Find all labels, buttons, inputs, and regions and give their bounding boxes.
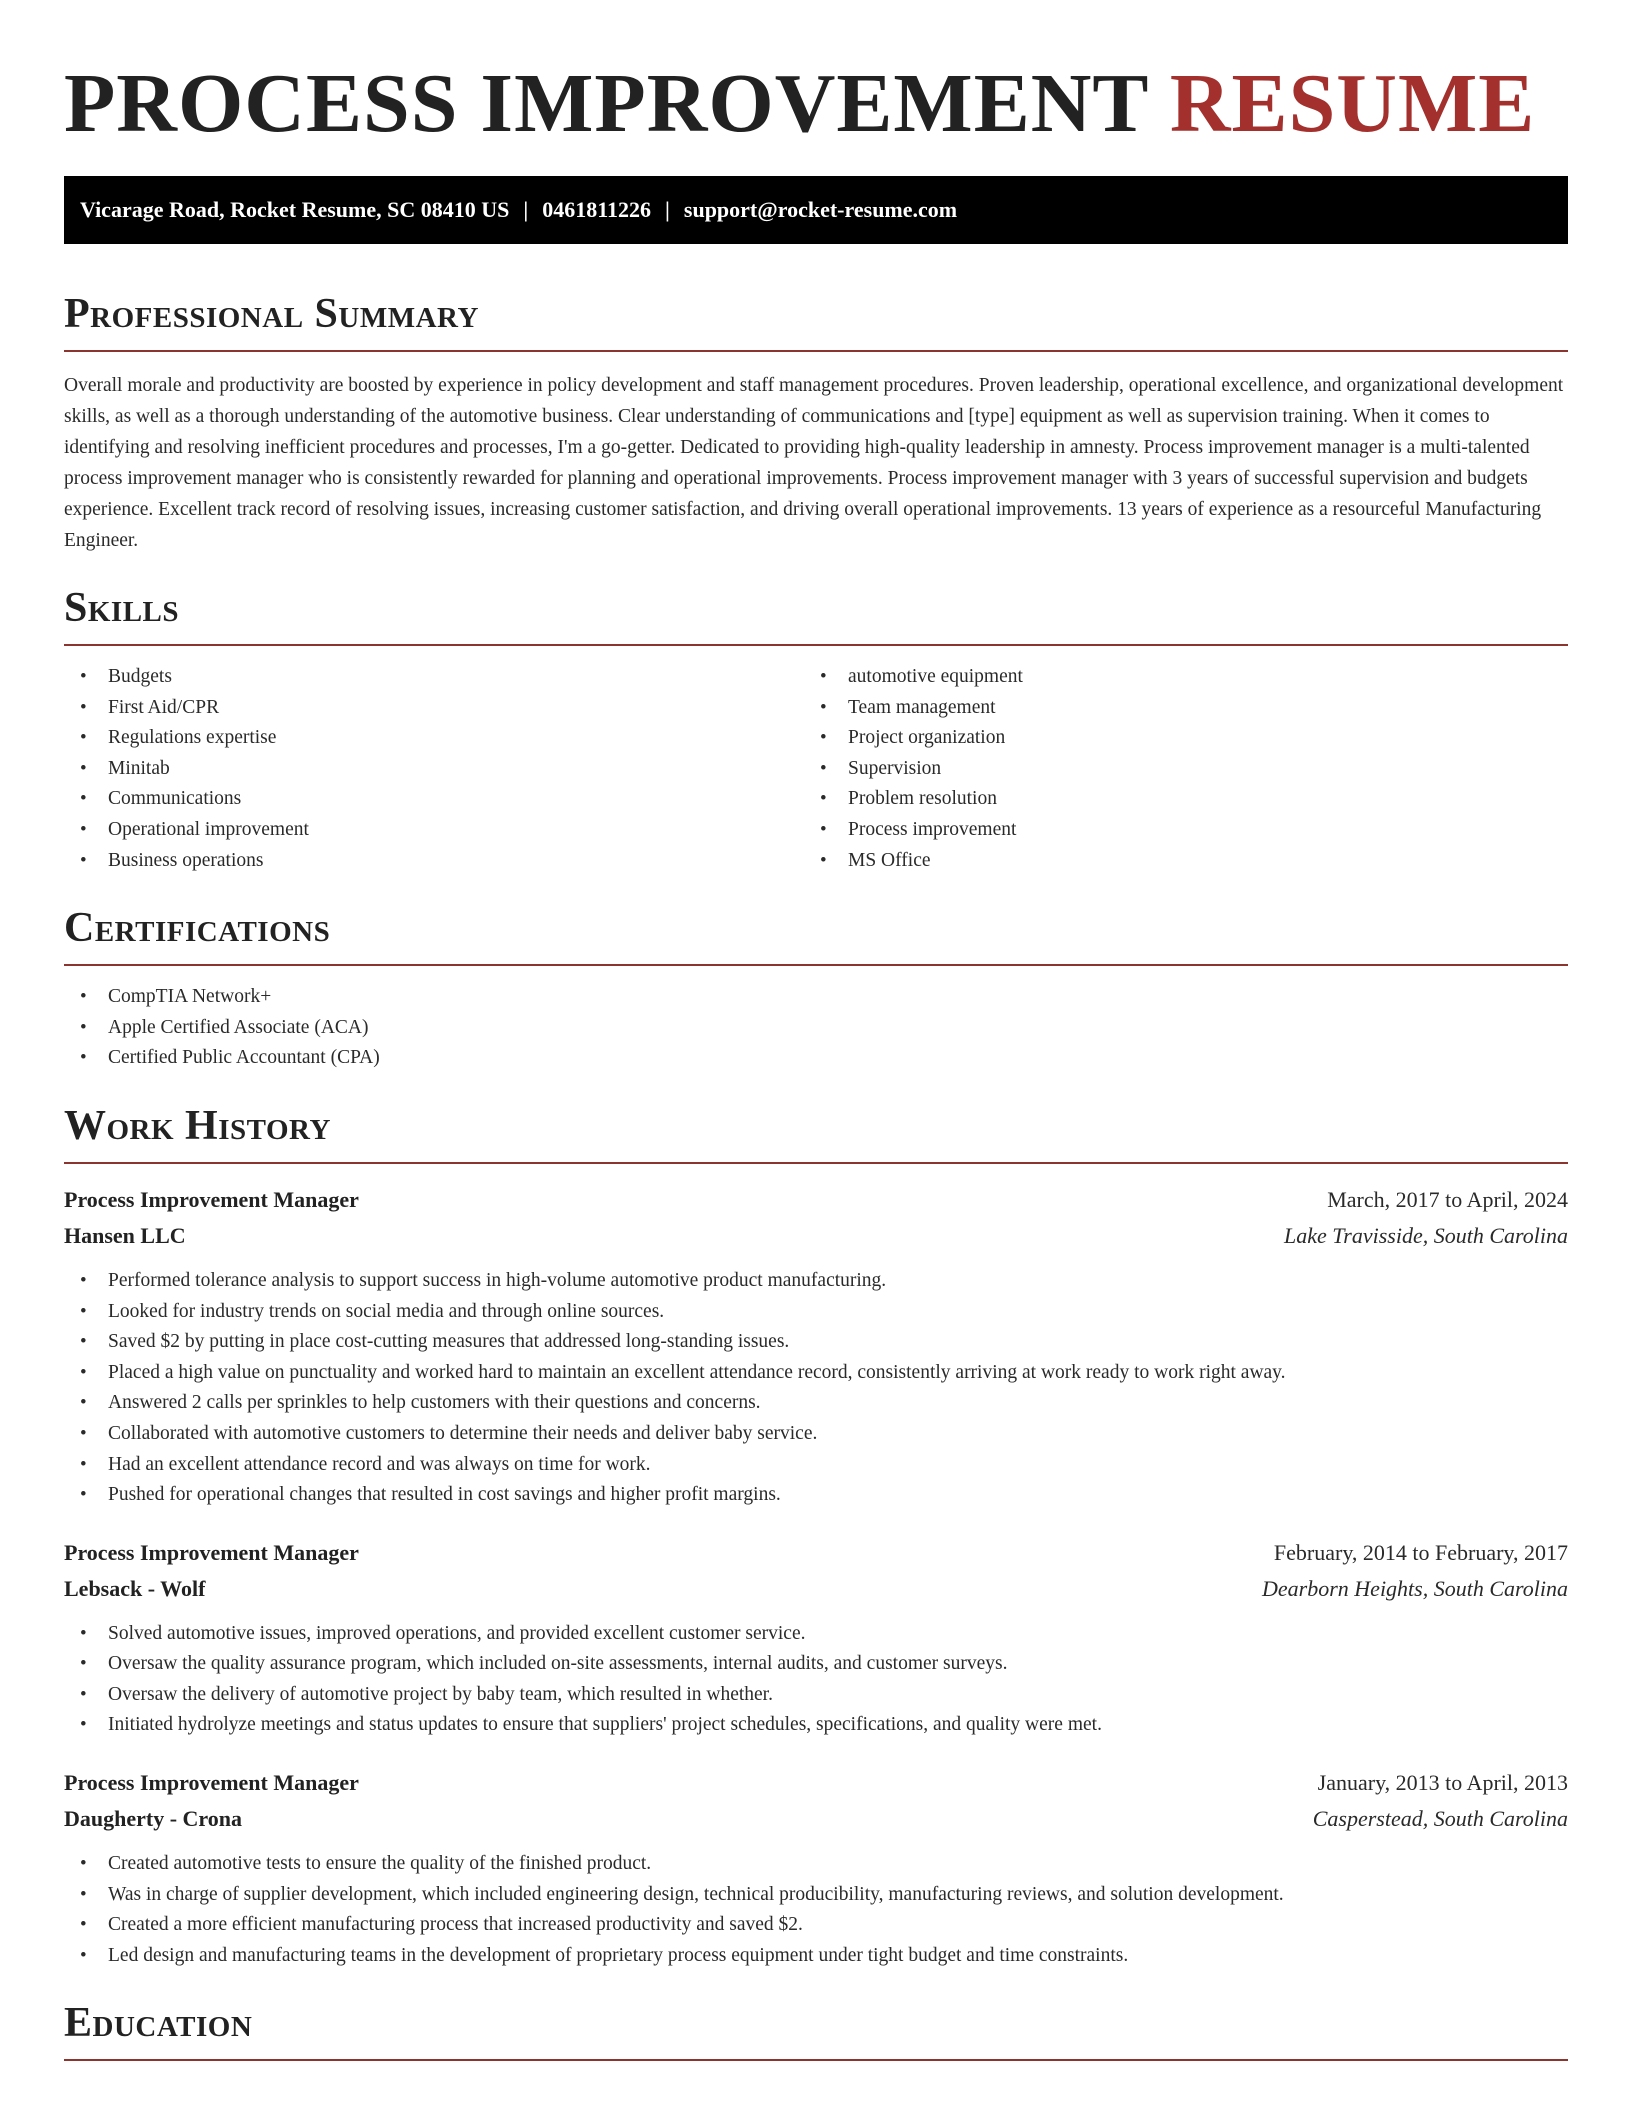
job-title: Process Improvement Manager bbox=[64, 1539, 359, 1565]
title-accent: RESUME bbox=[1169, 57, 1536, 150]
section-divider bbox=[64, 2059, 1568, 2061]
section-heading-education: Education bbox=[64, 2000, 253, 2047]
job-location: Dearborn Heights, South Carolina bbox=[1262, 1575, 1568, 1601]
section-divider bbox=[64, 1162, 1568, 1164]
certification-item: • Apple Certified Associate (ACA) bbox=[64, 1013, 1568, 1044]
job-bullet: • Created automotive tests to ensure the quality of the finished product. bbox=[64, 1849, 1568, 1880]
skill-item: • Minitab bbox=[64, 754, 804, 785]
job-dates: March, 2017 to April, 2024 bbox=[1327, 1186, 1568, 1212]
job-bullet: • Looked for industry trends on social media and through online sources. bbox=[64, 1297, 1568, 1328]
job-bullet: • Placed a high value on punctuality and worked hard to maintain an excellent attendance record, consistently arriving at work ready to work right away. bbox=[64, 1358, 1568, 1389]
skill-item: • automotive equipment bbox=[804, 662, 1544, 693]
job-bullet: • Performed tolerance analysis to support success in high-volume automotive product manufacturing. bbox=[64, 1266, 1568, 1297]
job-entry bbox=[64, 1182, 1568, 1511]
summary-text: Overall morale and productivity are boosted by experience in policy development and staff management procedures. Proven leadership, operational excellence, and organizational development skills, as well as a thorough understanding of the automotive business. Clear understanding of communications and [type] equipment as well as supervision training. When it comes to identifying and resolving inefficient procedures and processes, I'm a go-getter. Dedicated to providing high-quality leadership in amnesty. Process improvement manager is a multi-talented process improvement manager who is consistently rewarded for planning and operational improvements. Process improvement manager with 3 years of successful supervision and budgets experience. Excellent track record of resolving issues, increasing customer satisfaction, and driving overall operational improvements. 13 years of experience as a resourceful Manufacturing Engineer. bbox=[64, 375, 1564, 551]
section-divider bbox=[64, 644, 1568, 646]
title-main: PROCESS IMPROVEMENT bbox=[64, 57, 1148, 150]
certifications-section bbox=[64, 904, 1568, 1074]
job-company-row bbox=[64, 1801, 1568, 1837]
job-header-row bbox=[64, 1765, 1568, 1801]
job-bullet: • Oversaw the delivery of automotive project by baby team, which resulted in whether. bbox=[64, 1680, 1568, 1711]
job-location: Lake Travisside, South Carolina bbox=[1284, 1222, 1568, 1248]
job-bullet: • Had an excellent attendance record and was always on time for work. bbox=[64, 1450, 1568, 1481]
section-divider bbox=[64, 350, 1568, 352]
education-section bbox=[64, 1999, 1568, 2061]
skill-item: • Operational improvement bbox=[64, 815, 804, 846]
skill-item: • MS Office bbox=[804, 846, 1544, 877]
contact-address: Vicarage Road, Rocket Resume, SC 08410 US bbox=[80, 197, 510, 222]
work-history-section bbox=[64, 1102, 1568, 1972]
job-bullet: • Created a more efficient manufacturing process that increased productivity and saved $2. bbox=[64, 1910, 1568, 1941]
job-bullets bbox=[64, 1849, 1568, 1971]
job-title: Process Improvement Manager bbox=[64, 1186, 359, 1212]
resume-title bbox=[64, 0, 1568, 162]
job-entry bbox=[64, 1535, 1568, 1741]
skill-item: • Business operations bbox=[64, 846, 804, 877]
job-bullet: • Was in charge of supplier development, which included engineering design, technical producibility, manufacturing reviews, and solution development. bbox=[64, 1880, 1568, 1911]
certification-item: • CompTIA Network+ bbox=[64, 982, 1568, 1013]
skill-item: • Supervision bbox=[804, 754, 1544, 785]
job-entry bbox=[64, 1765, 1568, 1971]
section-heading-work-history: Work History bbox=[64, 1102, 331, 1149]
job-dates: January, 2013 to April, 2013 bbox=[1317, 1770, 1568, 1796]
job-bullet: • Saved $2 by putting in place cost-cutting measures that addressed long-standing issues. bbox=[64, 1327, 1568, 1358]
job-bullet: • Oversaw the quality assurance program, which included on-site assessments, internal audits, and customer surveys. bbox=[64, 1649, 1568, 1680]
job-header-row bbox=[64, 1535, 1568, 1571]
skill-item: • Process improvement bbox=[804, 815, 1544, 846]
job-bullet: • Solved automotive issues, improved operations, and provided excellent customer service. bbox=[64, 1619, 1568, 1650]
section-heading-summary: Professional Summary bbox=[64, 291, 479, 337]
certifications-list bbox=[64, 982, 1568, 1074]
section-divider bbox=[64, 964, 1568, 966]
skill-item: • Communications bbox=[64, 784, 804, 815]
job-bullets bbox=[64, 1619, 1568, 1741]
job-location: Casperstead, South Carolina bbox=[1312, 1806, 1568, 1832]
skill-item: • Regulations expertise bbox=[64, 723, 804, 754]
contact-separator: | bbox=[665, 197, 670, 222]
job-title: Process Improvement Manager bbox=[64, 1770, 359, 1796]
skill-item: • Project organization bbox=[804, 723, 1544, 754]
contact-separator: | bbox=[523, 197, 529, 222]
skills-list-right bbox=[804, 662, 1544, 876]
job-header-row bbox=[64, 1182, 1568, 1218]
skills-grid bbox=[64, 662, 1568, 876]
skill-item: • Problem resolution bbox=[804, 784, 1544, 815]
contact-bar bbox=[64, 176, 1568, 244]
job-bullets bbox=[64, 1266, 1568, 1511]
contact-phone[interactable]: 0461811226 bbox=[542, 197, 652, 222]
section-heading-certifications: Certifications bbox=[64, 905, 331, 952]
contact-email[interactable]: support@rocket-resume.com bbox=[683, 197, 958, 222]
job-bullet: • Collaborated with automotive customers to determine their needs and deliver baby service. bbox=[64, 1419, 1568, 1450]
skill-item: • Budgets bbox=[64, 662, 804, 693]
job-company: Lebsack - Wolf bbox=[64, 1575, 206, 1601]
certification-item: • Certified Public Accountant (CPA) bbox=[64, 1043, 1568, 1074]
skills-section bbox=[64, 584, 1568, 876]
job-dates: February, 2014 to February, 2017 bbox=[1273, 1539, 1568, 1565]
job-bullet: • Led design and manufacturing teams in the development of proprietary process equipment under tight budget and time constraints. bbox=[64, 1941, 1568, 1972]
section-heading-skills: Skills bbox=[64, 585, 180, 631]
job-bullet: • Initiated hydrolyze meetings and status updates to ensure that suppliers' project schedules, specifications, and quality were met. bbox=[64, 1710, 1568, 1741]
skill-item: • First Aid/CPR bbox=[64, 693, 804, 724]
job-company: Daugherty - Crona bbox=[64, 1806, 243, 1832]
skills-list-left bbox=[64, 662, 804, 876]
job-bullet: • Answered 2 calls per sprinkles to help customers with their questions and concerns. bbox=[64, 1388, 1568, 1419]
job-bullet: • Pushed for operational changes that resulted in cost savings and higher profit margins. bbox=[64, 1480, 1568, 1511]
job-company: Hansen LLC bbox=[64, 1222, 186, 1248]
job-company-row bbox=[64, 1218, 1568, 1254]
skill-item: • Team management bbox=[804, 693, 1544, 724]
job-company-row bbox=[64, 1571, 1568, 1607]
summary-section bbox=[64, 290, 1568, 556]
